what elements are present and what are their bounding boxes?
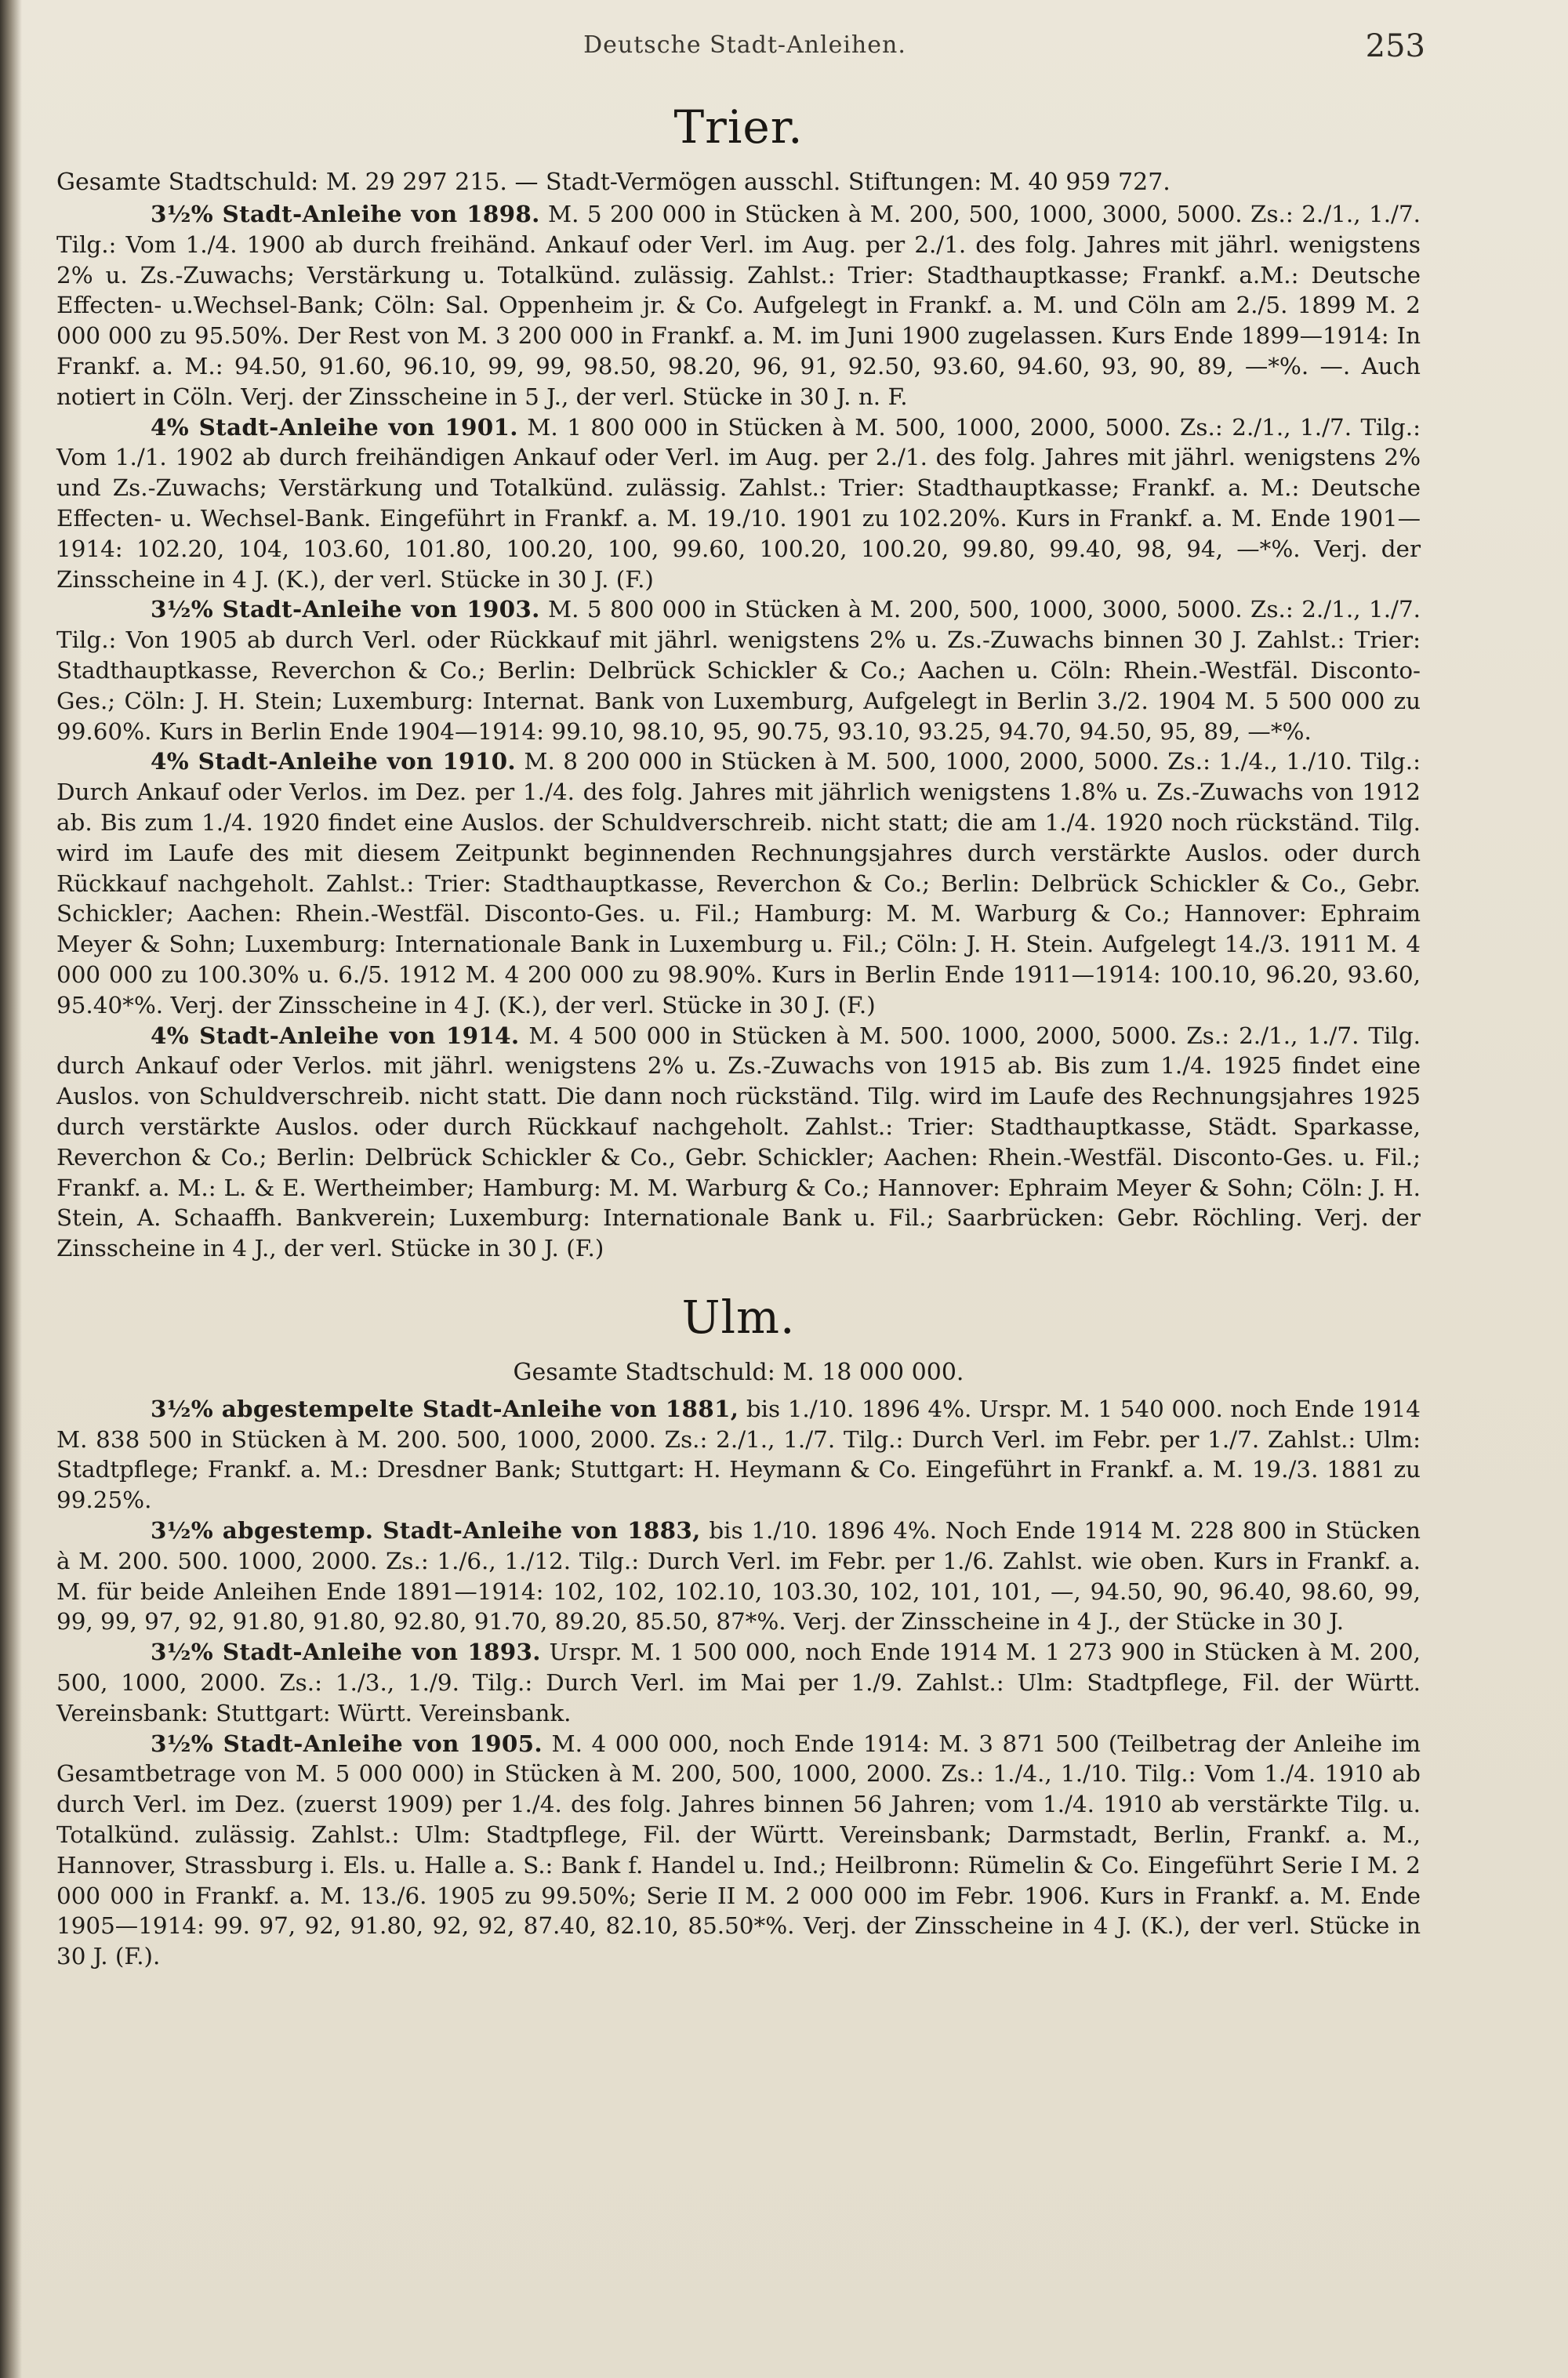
- bond-title: 4% Stadt-Anleihe von 1910.: [151, 747, 516, 775]
- bond-body: M. 8 200 000 in Stücken à M. 500, 1000, 2000, 5000. Zs.: 1./4., 1./10. Tilg.: Durch Ankauf oder Verlos. im Dez. per 1./4. des folg. Jahres mit jährlich wenigstens 1.8% u. Zs.-Zuwachs von 1912 ab. Bis zum 1./4. 1920 findet eine Auslos. der Schuldverschreib. nicht statt; die am 1./4. 1920 noch rückständ. Tilg. wird im Laufe des mit diesem Zeitpunkt beginnenden Rechnungsjahres durch verstärkte Auslos. oder durch Rückkauf nachgeholt. Zahlst.: Trier: Stadthauptkasse, Reverchon & Co.; Berlin: Delbrück Schickler & Co., Gebr. Schickler; Aachen: Rhein.-Westfäl. Disconto-Ges. u. Fil.; Hamburg: M. M. Warburg & Co.; Hannover: Ephraim Meyer & Sohn; Luxemburg: Internationale Bank in Luxemburg u. Fil.; Cöln: J. H. Stein. Aufgelegt 14./3. 1911 M. 4 000 000 zu 100.30% u. 6./5. 1912 M. 4 200 000 zu 98.90%. Kurs in Berlin Ende 1911—1914: 100.10, 96.20, 93.60, 95.40*%. Verj. der Zinsscheine in 4 J. (K.), der verl. Stücke in 30 J. (F.): [56, 748, 1421, 1018]
- page-number: 253: [1365, 28, 1425, 64]
- bond-body: M. 1 800 000 in Stücken à M. 500, 1000, 2000, 5000. Zs.: 2./1., 1./7. Tilg.: Vom 1./1. 1902 ab durch freihändigen Ankauf oder Verl. im Aug. per 2./1. des folg. Jahres mit jährl. wenigstens 2% und Zs.-Zuwachs; Verstärkung und Totalkünd. zulässig. Zahlst.: Trier: Stadthauptkasse; Frankf. a. M.: Deutsche Effecten- u. Wechsel-Bank. Eingeführt in Frankf. a. M. 19./10. 1901 zu 102.20%. Kurs in Frankf. a. M. Ende 1901—1914: 102.20, 104, 103.60, 101.80, 100.20, 100, 99.60, 100.20, 100.20, 99.80, 99.40, 98, 94, —*%. Verj. der Zinsscheine in 4 J. (K.), der verl. Stücke in 30 J. (F.): [56, 413, 1421, 593]
- binding-shadow: [0, 0, 22, 2378]
- bond-entry: [56, 1516, 1421, 1637]
- bond-body: bis 1./10. 1896 4%. Urspr. M. 1 540 000. noch Ende 1914 M. 838 500 in Stücken à M. 200. 500, 1000, 2000. Zs.: 2./1., 1./7. Tilg.: Durch Verl. im Febr. per 1./7. Zahlst.: Ulm: Stadtpflege; Frankf. a. M.: Dresdner Bank; Stuttgart: H. Heymann & Co. Eingeführt in Frankf. a. M. 19./3. 1881 zu 99.25%.: [56, 1395, 1421, 1514]
- bond-body: M. 5 200 000 in Stücken à M. 200, 500, 1000, 3000, 5000. Zs.: 2./1., 1./7. Tilg.: Vom 1./4. 1900 ab durch freihänd. Ankauf oder Verl. im Aug. per 2./1. des folg. Jahres mit jährl. wenigstens 2% u. Zs.-Zuwachs; Verstärkung u. Totalkünd. zulässig. Zahlst.: Trier: Stadthauptkasse; Frankf. a.M.: Deutsche Effecten- u.Wechsel-Bank; Cöln: Sal. Oppenheim jr. & Co. Aufgelegt in Frankf. a. M. und Cöln am 2./5. 1899 M. 2 000 000 zu 95.50%. Der Rest von M. 3 200 000 in Frankf. a. M. im Juni 1900 zugelassen. Kurs Ende 1899—1914: In Frankf. a. M.: 94.50, 91.60, 96.10, 99, 99, 98.50, 98.20, 96, 91, 92.50, 93.60, 94.60, 93, 90, 89, —*%. —. Auch notiert in Cöln. Verj. der Zinsscheine in 5 J., der verl. Stücke in 30 J. n. F.: [56, 201, 1421, 410]
- bond-body: M. 4 000 000, noch Ende 1914: M. 3 871 500 (Teilbetrag der Anleihe im Gesamtbetrage von M. 5 000 000) in Stücken à M. 200, 500, 1000, 2000. Zs.: 1./4., 1./10. Tilg.: Vom 1./4. 1910 ab durch Verl. im Dez. (zuerst 1909) per 1./4. des folg. Jahres binnen 56 Jahren; vom 1./4. 1910 ab verstärkte Tilg. u. Totalkünd. zulässig. Zahlst.: Ulm: Stadtpflege, Fil. der Württ. Vereinsbank; Darmstadt, Berlin, Frankf. a. M., Hannover, Strassburg i. Els. u. Halle a. S.: Bank f. Handel u. Ind.; Heilbronn: Rümelin & Co. Eingeführt Serie I M. 2 000 000 in Frankf. a. M. 13./6. 1905 zu 99.50%; Serie II M. 2 000 000 im Febr. 1906. Kurs in Frankf. a. M. Ende 1905—1914: 99. 97, 92, 91.80, 92, 92, 87.40, 82.10, 85.50*%. Verj. der Zinsscheine in 4 J. (K.), der verl. Stücke in 30 J. (F.).: [56, 1730, 1421, 1970]
- bond-title: 3½% abgestempelte Stadt-Anleihe von 1881,: [151, 1394, 739, 1422]
- bond-entry: [56, 594, 1421, 746]
- page-header: [0, 28, 1568, 67]
- bond-entry: [56, 746, 1421, 1020]
- bond-entry: [56, 1394, 1421, 1516]
- running-head: Deutsche Stadt-Anleihen.: [583, 31, 906, 59]
- city-summary-ulm: Gesamte Stadtschuld: M. 18 000 000.: [513, 1358, 964, 1386]
- bond-body: bis 1./10. 1896 4%. Noch Ende 1914 M. 228 800 in Stücken à M. 200. 500. 1000, 2000. Zs.: 1./6., 1./12. Tilg.: Durch Verl. im Febr. per 1./6. Zahlst. wie oben. Kurs in Frankf. a. M. für beide Anleihen Ende 1891—1914: 102, 102, 102.10, 103.30, 102, 101, 101, —, 94.50, 90, 96.40, 98.60, 99, 99, 99, 97, 92, 91.80, 91.80, 92.80, 91.70, 89.20, 85.50, 87*%. Verj. der Zinsscheine in 4 J., der Stücke in 30 J.: [56, 1517, 1421, 1636]
- city-summary-trier: Gesamte Stadtschuld: M. 29 297 215. — Stadt-Vermögen ausschl. Stiftungen: M. 40 959 727.: [56, 169, 1171, 196]
- bond-title: 3½% Stadt-Anleihe von 1898.: [151, 200, 540, 227]
- text-column: [56, 100, 1421, 1972]
- bond-body: M. 5 800 000 in Stücken à M. 200, 500, 1000, 3000, 5000. Zs.: 2./1., 1./7. Tilg.: Von 1905 ab durch Verl. oder Rückkauf mit jährl. wenigstens 2% u. Zs.-Zuwachs binnen 30 J. Zahlst.: Trier: Stadthauptkasse, Reverchon & Co.; Berlin: Delbrück Schickler & Co.; Aachen u. Cöln: Rhein.-Westfäl. Disconto-Ges.; Cöln: J. H. Stein; Luxemburg: Internat. Bank von Luxemburg, Aufgelegt in Berlin 3./2. 1904 M. 5 500 000 zu 99.60%. Kurs in Berlin Ende 1904—1914: 99.10, 98.10, 95, 90.75, 93.10, 93.25, 94.70, 94.50, 95, 89, —*%.: [56, 596, 1421, 745]
- bond-body: M. 4 500 000 in Stücken à M. 500. 1000, 2000, 5000. Zs.: 2./1., 1./7. Tilg. durch Ankauf oder Verlos. mit jährl. wenigstens 2% u. Zs.-Zuwachs von 1915 ab. Bis zum 1./4. 1925 findet eine Auslos. von Schuldverschreib. nicht statt. Die dann noch rückständ. Tilg. wird im Laufe des Rechnungsjahres 1925 durch verstärkte Auslos. oder durch Rückkauf nachgeholt. Zahlst.: Trier: Stadthauptkasse, Städt. Sparkasse, Reverchon & Co.; Berlin: Delbrück Schickler & Co., Gebr. Schickler; Aachen: Rhein.-Westfäl. Disconto-Ges. u. Fil.; Frankf. a. M.: L. & E. Wertheimber; Hamburg: M. M. Warburg & Co.; Hannover: Ephraim Meyer & Sohn; Cöln: J. H. Stein, A. Schaaffh. Bankverein; Luxemburg: Internationale Bank u. Fil.; Saarbrücken: Gebr. Röchling. Verj. der Zinsscheine in 4 J., der verl. Stücke in 30 J. (F.): [56, 1022, 1421, 1262]
- bond-entry: [56, 412, 1421, 595]
- city-heading-trier: Trier.: [673, 100, 804, 154]
- bond-title: 3½% abgestemp. Stadt-Anleihe von 1883,: [151, 1516, 701, 1545]
- bond-title: 3½% Stadt-Anleihe von 1905.: [151, 1729, 543, 1757]
- bond-entry: [56, 1021, 1421, 1264]
- bond-body: Urspr. M. 1 500 000, noch Ende 1914 M. 1 273 900 in Stücken à M. 200, 500, 1000, 2000. Zs.: 1./3., 1./9. Tilg.: Durch Verl. im Mai per 1./9. Zahlst.: Ulm: Stadtpflege, Fil. der Württ. Vereinsbank: Stuttgart: Württ. Vereinsbank.: [56, 1639, 1421, 1726]
- city-heading-ulm: Ulm.: [681, 1290, 796, 1344]
- bond-entry: [56, 1637, 1421, 1728]
- bond-title: 4% Stadt-Anleihe von 1901.: [151, 412, 518, 441]
- bond-title: 4% Stadt-Anleihe von 1914.: [151, 1021, 520, 1049]
- bond-entry: [56, 1729, 1421, 1972]
- bond-title: 3½% Stadt-Anleihe von 1903.: [151, 595, 540, 623]
- bond-title: 3½% Stadt-Anleihe von 1893.: [151, 1638, 541, 1666]
- bond-entry: [56, 199, 1421, 412]
